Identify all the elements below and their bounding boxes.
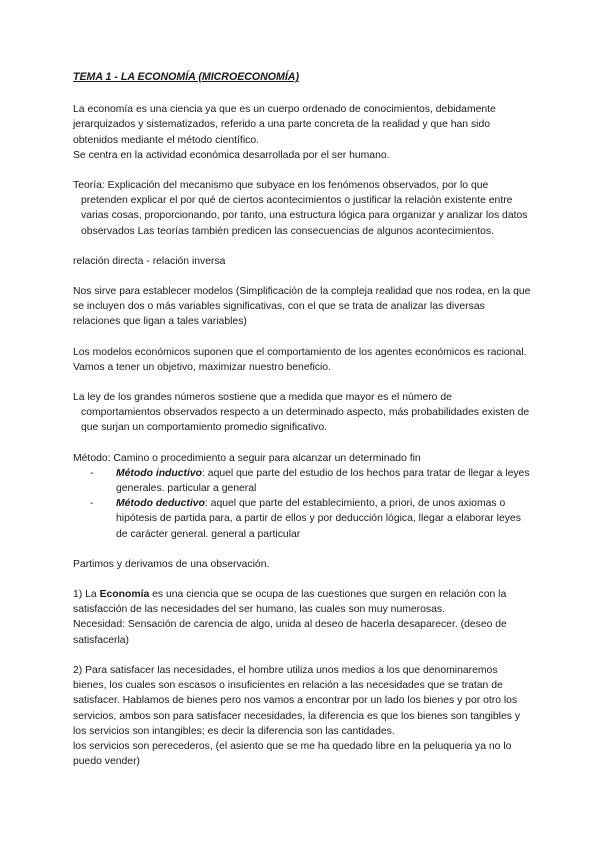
- inductivo-label: Método inductivo: [116, 467, 203, 479]
- deductivo-text: : aquel que parte del establecimiento, a priori, de unos axiomas o hipótesis de partida para, a partir de ellos y por deducción lógica, llegar a elaborar leyes de carácter general. general a particular: [116, 498, 521, 540]
- intro-focus-line: Se centra en la actividad económica desarrollada por el ser humano.: [73, 149, 390, 161]
- partimos-line: Partimos y derivamos de una observación.: [73, 558, 270, 570]
- ley-grandes-numeros-paragraph: La ley de los grandes números sostiene que a medida que mayor es el número de comportamientos observados respecto a un determinado aspecto, más probabilidades existen de que surjan un comportamiento promedio significativo.: [73, 392, 530, 434]
- list-item-inductivo: [90, 466, 531, 496]
- modelos-paragraph: Nos sirve para establecer modelos (Simplificación de la compleja realidad que nos rodea, en la que se incluyen dos o más variables significativas, con el que se trata de analizar las diversas relaciones que ligan a tales variables): [73, 286, 531, 328]
- necesidad-definition: Necesidad: Sensación de carencia de algo, unida al deseo de hacerla desaparecer. (deseo de satisfacerla): [73, 619, 507, 646]
- document-title: TEMA 1 - LA ECONOMÍA (MICROECONOMÍA): [73, 71, 299, 83]
- servicios-paragraph: los servicios son perecederos, (el asiento que se me ha quedado libre en la peluqueria ya no lo puedo vender): [73, 740, 512, 768]
- partimos-section: [73, 557, 531, 572]
- list-item-deductivo: [90, 496, 531, 542]
- metodo-intro: Método: Camino o procedimiento a seguir para alcanzar un determinado fin: [73, 452, 421, 464]
- punto1-prefix: 1) La: [73, 589, 100, 601]
- punto2-paragraph: 2) Para satisfacer las necesidades, el hombre utiliza unos medios a los que denominaremos bienes, los cuales son escasos o insuficientes en relación a las necesidades que se tratan de satisfacer. Hablamos de bienes pero nos vamos a encontrar por un lado los bienes y por otro los servicios, ambos son para satisfacer necesidades, la diferencia es que los bienes son tangibles y los servicios son intangibles; es decir la diferencia son las cantidades.: [73, 664, 521, 737]
- punto1-text: es una ciencia que se ocupa de las cuestiones que surgen en relación con la satisfacción de las necesidades del ser humano, las cuales son muy numerosas.: [73, 589, 507, 616]
- intro-section: [73, 102, 531, 163]
- punto1-paragraph: [73, 587, 531, 617]
- relacion-line: relación directa - relación inversa: [73, 255, 226, 267]
- document-page: [73, 70, 531, 784]
- bullet-dash: -: [90, 467, 94, 479]
- teoria-paragraph: Teoría: Explicación del mecanismo que subyace en los fenómenos observados, por lo que pretenden explicar el por qué de ciertos acontecimientos o justificar la relación existente entre varias cosas, proporcionando, por tanto, una estructura lógica para organizar y analizar los datos observados Las teorías también predicen las consecuencias de algunos acontecimientos.: [73, 180, 528, 237]
- punto2-section: [73, 663, 531, 769]
- modelos-section: [73, 284, 531, 330]
- punto1-economia-term: Economía: [99, 589, 150, 601]
- deductivo-label: Método deductivo: [116, 498, 205, 510]
- bullet-dash: -: [90, 498, 94, 510]
- ley-section: [73, 390, 531, 436]
- punto1-section: [73, 587, 531, 648]
- modelos-economicos-paragraph: Los modelos económicos suponen que el comportamiento de los agentes económicos es racional. Vamos a tener un objetivo, maximizar nuestro beneficio.: [73, 346, 527, 373]
- metodo-list: [73, 466, 531, 542]
- intro-paragraph: La economía es una ciencia ya que es un cuerpo ordenado de conocimientos, debidamente jerarquizados y sistematizados, referido a una parte concreta de la realidad y que han sido obtenidos mediante el método científico.: [73, 104, 496, 146]
- inductivo-text: : aquel que parte del estudio de los hechos para tratar de llegar a leyes generales. particular a general: [116, 467, 530, 495]
- teoria-section: [73, 178, 531, 239]
- relacion-section: [73, 254, 531, 269]
- modelos-economicos-section: [73, 345, 531, 375]
- metodo-section: [73, 451, 531, 542]
